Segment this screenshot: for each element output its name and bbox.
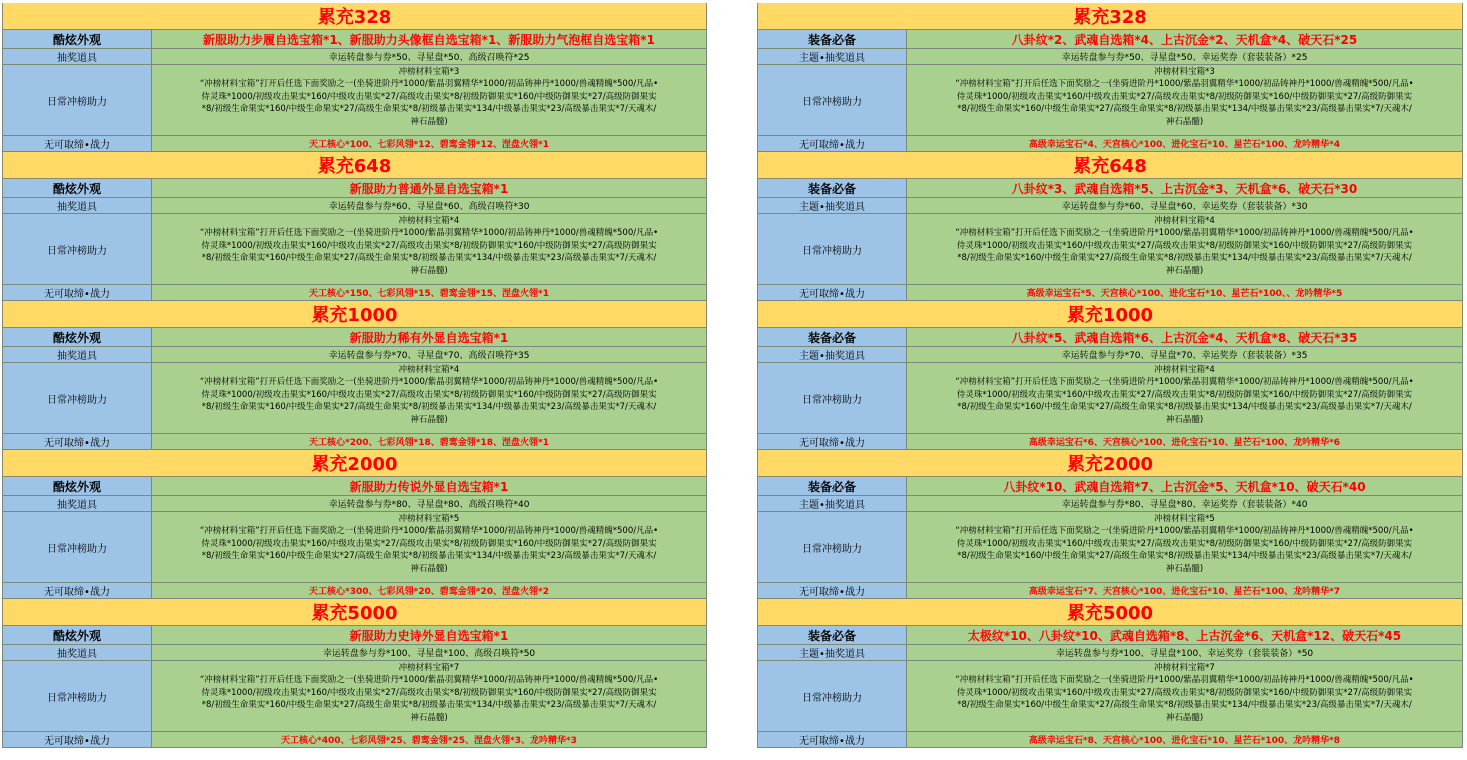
row-label: 无可取缔•战力 (2, 434, 152, 449)
reward-tier-block (2, 152, 707, 301)
row-label: 抽奖道具 (2, 496, 152, 511)
daily-boost-line: “冲榜材料宝箱”打开后任选下面奖励之一(坐骑进阶丹*1000/紫晶羽翼精华*1000/初品铸神丹*1000/兽魂精魄*500/凡品• (199, 377, 659, 388)
daily-boost-line: *8/初级生命果实*160/中级生命果实*27/高级生命果实*8/初级暴击果实*134/中级暴击果实*23/高级暴击果实*7/天魂木/ (957, 253, 1412, 264)
row-label: 抽奖道具 (2, 645, 152, 660)
row-value: 高级幸运宝石*5、天宫核心*100、进化宝石*10、星芒石*100、、龙吟精华*5 (907, 285, 1463, 300)
tier-title-row (2, 450, 707, 477)
reward-tier-block (2, 599, 707, 748)
reward-tier-block (757, 450, 1463, 599)
daily-boost-line: 冲榜材料宝箱*7 (398, 663, 460, 673)
appearance-row (2, 477, 707, 496)
daily-boost-line: *8/初级生命果实*160/中级生命果实*27/高级生命果实*8/初级暴击果实*134/中级暴击果实*23/高级暴击果实*7/天魂木/ (957, 551, 1412, 562)
tier-title-row (757, 152, 1463, 179)
daily-boost-line: 冲榜材料宝箱*4 (1154, 216, 1215, 226)
daily-boost-line: 神石晶髓) (410, 563, 448, 574)
combat-power-row (2, 583, 707, 599)
reward-tier-block (2, 301, 707, 450)
row-label: 日常冲榜助力 (2, 363, 152, 433)
row-label: 主题•抽奖道具 (757, 198, 907, 213)
row-value: 新服助力传说外显自选宝箱*1 (152, 477, 707, 495)
daily-boost-line: 冲榜材料宝箱*5 (1154, 514, 1215, 524)
right-reward-table (757, 3, 1463, 748)
daily-boost-text (152, 65, 707, 135)
daily-boost-line: 冲榜材料宝箱*4 (398, 365, 460, 375)
daily-boost-line: 侍灵珠*1000/初级攻击果实*160/中级攻击果实*27/高级攻击果实*8/初级防御果实*160/中级防御果实*27/高级防御果实 (201, 240, 657, 251)
lottery-row (2, 49, 707, 65)
row-label: 抽奖道具 (2, 49, 152, 64)
left-reward-table (2, 3, 707, 748)
appearance-row (757, 477, 1463, 496)
daily-boost-line: 冲榜材料宝箱*4 (1154, 365, 1215, 375)
daily-boost-line: “冲榜材料宝箱”打开后任选下面奖励之一(坐骑进阶丹*1000/紫晶羽翼精华*1000/初品铸神丹*1000/兽魂精魄*500/凡品• (955, 228, 1414, 239)
appearance-row (757, 626, 1463, 645)
daily-boost-text (907, 65, 1463, 135)
tier-title-row (757, 599, 1463, 626)
daily-boost-line: “冲榜材料宝箱”打开后任选下面奖励之一(坐骑进阶丹*1000/紫晶羽翼精华*1000/初品铸神丹*1000/兽魂精魄*500/凡品• (199, 79, 659, 90)
row-label: 主题•抽奖道具 (757, 496, 907, 511)
row-value: 八卦纹*3、武魂自选箱*5、上古沉金*3、天机盒*6、破天石*30 (907, 179, 1463, 197)
combat-power-row (757, 583, 1463, 599)
daily-boost-line: 侍灵珠*1000/初级攻击果实*160/中级攻击果实*27/高级攻击果实*8/初级防御果实*160/中级防御果实*27/高级防御果实 (956, 240, 1413, 251)
lottery-row (757, 198, 1463, 214)
row-label: 主题•抽奖道具 (757, 347, 907, 362)
appearance-row (2, 30, 707, 49)
row-value: 高级幸运宝石*8、天宫核心*100、进化宝石*10、星芒石*100、龙吟精华*8 (907, 732, 1463, 747)
lottery-row (757, 49, 1463, 65)
tier-title: 累充2000 (311, 454, 398, 475)
row-value: 天工核心*100、七彩风翎*12、碧鸾金翎*12、涅盘火翎*1 (152, 136, 707, 151)
daily-boost-line: 神石晶髓) (410, 414, 448, 425)
row-label: 日常冲榜助力 (2, 512, 152, 582)
daily-boost-row (757, 214, 1463, 285)
daily-boost-line: 冲榜材料宝箱*4 (398, 216, 460, 226)
row-label: 酷炫外观 (2, 328, 152, 346)
tier-title-row (757, 3, 1463, 30)
daily-boost-text (907, 661, 1463, 731)
reward-tier-block (757, 3, 1463, 152)
lottery-row (2, 347, 707, 363)
row-value: 天工核心*400、七彩风翎*25、碧鸾金翎*25、涅盘火翎*3、龙吟精华*3 (152, 732, 707, 747)
daily-boost-row (757, 363, 1463, 434)
daily-boost-text (907, 512, 1463, 582)
reward-tier-block (757, 301, 1463, 450)
row-value: 八卦纹*10、武魂自选箱*7、上古沉金*5、天机盒*10、破天石*40 (907, 477, 1463, 495)
row-label: 装备必备 (757, 30, 907, 48)
row-value: 新服助力步履自选宝箱*1、新服助力头像框自选宝箱*1、新服助力气泡框自选宝箱*1 (152, 30, 707, 48)
combat-power-row (2, 732, 707, 748)
tier-title: 累充1000 (1066, 305, 1154, 326)
daily-boost-line: 冲榜材料宝箱*7 (1154, 663, 1215, 673)
daily-boost-line: *8/初级生命果实*160/中级生命果实*27/高级生命果实*8/初级暴击果实*134/中级暴击果实*23/高级暴击果实*7/天魂木/ (201, 253, 657, 264)
row-value: 幸运转盘参与券*70、寻星盘*70、高级召唤符*35 (152, 347, 707, 362)
row-label: 日常冲榜助力 (2, 65, 152, 135)
row-value: 幸运转盘参与券*80、寻星盘*80、幸运奖券（套装装备）*40 (907, 496, 1463, 511)
row-value: 幸运转盘参与券*60、寻星盘*60、高级召唤符*30 (152, 198, 707, 213)
daily-boost-row (2, 214, 707, 285)
row-value: 八卦纹*5、武魂自选箱*6、上古沉金*4、天机盒*8、破天石*35 (907, 328, 1463, 346)
appearance-row (2, 328, 707, 347)
row-value: 高级幸运宝石*6、天宫核心*100、进化宝石*10、星芒石*100、龙吟精华*6 (907, 434, 1463, 449)
daily-boost-line: 侍灵珠*1000/初级攻击果实*160/中级攻击果实*27/高级攻击果实*8/初级防御果实*160/中级防御果实*27/高级防御果实 (201, 91, 657, 102)
daily-boost-line: 神石晶髓) (1165, 563, 1204, 574)
tier-title: 累充328 (1073, 7, 1147, 28)
reward-tier-block (757, 599, 1463, 748)
row-label: 酷炫外观 (2, 179, 152, 197)
daily-boost-row (757, 512, 1463, 583)
row-label: 日常冲榜助力 (757, 661, 907, 731)
row-value: 幸运转盘参与券*100、寻星盘*100、幸运奖券（套装装备）*50 (907, 645, 1463, 660)
row-value: 高级幸运宝石*4、天宫核心*100、进化宝石*10、星芒石*100、龙吟精华*4 (907, 136, 1463, 151)
tier-title: 累充648 (317, 156, 392, 177)
row-label: 装备必备 (757, 328, 907, 346)
row-value: 高级幸运宝石*7、天宫核心*100、进化宝石*10、星芒石*100、龙吟精华*7 (907, 583, 1463, 598)
row-label: 主题•抽奖道具 (757, 645, 907, 660)
row-label: 抽奖道具 (2, 347, 152, 362)
daily-boost-row (2, 65, 707, 136)
row-label: 无可取缔•战力 (2, 583, 152, 598)
appearance-row (757, 328, 1463, 347)
daily-boost-text (907, 363, 1463, 433)
daily-boost-line: 神石晶髓) (410, 116, 448, 127)
daily-boost-line: 侍灵珠*1000/初级攻击果实*160/中级攻击果实*27/高级攻击果实*8/初级防御果实*160/中级防御果实*27/高级防御果实 (956, 389, 1413, 400)
row-label: 装备必备 (757, 477, 907, 495)
daily-boost-line: *8/初级生命果实*160/中级生命果实*27/高级生命果实*8/初级暴击果实*134/中级暴击果实*23/高级暴击果实*7/天魂木/ (201, 104, 657, 115)
daily-boost-line: 神石晶髓) (1165, 116, 1204, 127)
appearance-row (757, 30, 1463, 49)
tier-title: 累充648 (1073, 156, 1147, 177)
row-value: 幸运转盘参与券*70、寻星盘*70、幸运奖券（套装装备）*35 (907, 347, 1463, 362)
row-label: 酷炫外观 (2, 477, 152, 495)
tier-title-row (2, 599, 707, 626)
daily-boost-line: “冲榜材料宝箱”打开后任选下面奖励之一(坐骑进阶丹*1000/紫晶羽翼精华*1000/初品铸神丹*1000/兽魂精魄*500/凡品• (955, 526, 1414, 537)
combat-power-row (757, 136, 1463, 152)
tier-title-row (757, 301, 1463, 328)
daily-boost-line: 侍灵珠*1000/初级攻击果实*160/中级攻击果实*27/高级攻击果实*8/初级防御果实*160/中级防御果实*27/高级防御果实 (956, 91, 1413, 102)
daily-boost-line: 神石晶髓) (1165, 414, 1204, 425)
daily-boost-line: *8/初级生命果实*160/中级生命果实*27/高级生命果实*8/初级暴击果实*134/中级暴击果实*23/高级暴击果实*7/天魂木/ (201, 551, 657, 562)
combat-power-row (757, 434, 1463, 450)
row-label: 日常冲榜助力 (2, 214, 152, 284)
reward-tier-block (2, 450, 707, 599)
daily-boost-line: *8/初级生命果实*160/中级生命果实*27/高级生命果实*8/初级暴击果实*134/中级暴击果实*23/高级暴击果实*7/天魂木/ (957, 104, 1412, 115)
daily-boost-text (152, 512, 707, 582)
row-label: 装备必备 (757, 179, 907, 197)
tier-title: 累充328 (317, 7, 392, 28)
tier-title-row (2, 3, 707, 30)
daily-boost-line: “冲榜材料宝箱”打开后任选下面奖励之一(坐骑进阶丹*1000/紫晶羽翼精华*1000/初品铸神丹*1000/兽魂精魄*500/凡品• (955, 79, 1414, 90)
appearance-row (2, 626, 707, 645)
row-label: 无可取缔•战力 (757, 732, 907, 747)
daily-boost-line: 冲榜材料宝箱*3 (398, 67, 460, 77)
daily-boost-text (152, 363, 707, 433)
row-label: 装备必备 (757, 626, 907, 644)
daily-boost-line: 冲榜材料宝箱*3 (1154, 67, 1215, 77)
combat-power-row (2, 285, 707, 301)
row-value: 幸运转盘参与券*50、寻星盘*50、高级召唤符*25 (152, 49, 707, 64)
row-label: 无可取缔•战力 (2, 732, 152, 747)
row-value: 新服助力稀有外显自选宝箱*1 (152, 328, 707, 346)
daily-boost-line: 神石晶髓) (1165, 265, 1204, 276)
combat-power-row (757, 732, 1463, 748)
row-label: 无可取缔•战力 (757, 136, 907, 151)
daily-boost-row (2, 363, 707, 434)
daily-boost-line: 侍灵珠*1000/初级攻击果实*160/中级攻击果实*27/高级攻击果实*8/初级防御果实*160/中级防御果实*27/高级防御果实 (956, 687, 1413, 698)
row-label: 日常冲榜助力 (757, 65, 907, 135)
row-value: 幸运转盘参与券*100、寻星盘*100、高级召唤符*50 (152, 645, 707, 660)
tier-title: 累充2000 (1066, 454, 1154, 475)
row-value: 新服助力普通外显自选宝箱*1 (152, 179, 707, 197)
combat-power-row (2, 136, 707, 152)
daily-boost-line: *8/初级生命果实*160/中级生命果实*27/高级生命果实*8/初级暴击果实*134/中级暴击果实*23/高级暴击果实*7/天魂木/ (957, 700, 1412, 711)
daily-boost-line: 侍灵珠*1000/初级攻击果实*160/中级攻击果实*27/高级攻击果实*8/初级防御果实*160/中级防御果实*27/高级防御果实 (201, 389, 657, 400)
row-label: 无可取缔•战力 (757, 285, 907, 300)
daily-boost-text (907, 214, 1463, 284)
daily-boost-line: “冲榜材料宝箱”打开后任选下面奖励之一(坐骑进阶丹*1000/紫晶羽翼精华*1000/初品铸神丹*1000/兽魂精魄*500/凡品• (955, 377, 1414, 388)
row-label: 日常冲榜助力 (2, 661, 152, 731)
row-label: 无可取缔•战力 (757, 583, 907, 598)
row-value: 天工核心*300、七彩风翎*20、碧鸾金翎*20、涅盘火翎*2 (152, 583, 707, 598)
row-label: 主题•抽奖道具 (757, 49, 907, 64)
reward-tier-block (757, 152, 1463, 301)
row-label: 无可取缔•战力 (757, 434, 907, 449)
daily-boost-line: 神石晶髓) (1165, 712, 1204, 723)
tier-title: 累充5000 (1066, 603, 1154, 624)
row-value: 幸运转盘参与券*80、寻星盘*80、高级召唤符*40 (152, 496, 707, 511)
lottery-row (2, 645, 707, 661)
combat-power-row (2, 434, 707, 450)
row-value: 天工核心*150、七彩风翎*15、碧鸾金翎*15、涅盘火翎*1 (152, 285, 707, 300)
row-value: 幸运转盘参与券*60、寻星盘*60、幸运奖券（套装装备）*30 (907, 198, 1463, 213)
daily-boost-line: *8/初级生命果实*160/中级生命果实*27/高级生命果实*8/初级暴击果实*134/中级暴击果实*23/高级暴击果实*7/天魂木/ (201, 700, 657, 711)
lottery-row (757, 645, 1463, 661)
daily-boost-row (757, 65, 1463, 136)
row-label: 抽奖道具 (2, 198, 152, 213)
daily-boost-line: “冲榜材料宝箱”打开后任选下面奖励之一(坐骑进阶丹*1000/紫晶羽翼精华*1000/初品铸神丹*1000/兽魂精魄*500/凡品• (199, 675, 659, 686)
row-label: 无可取缔•战力 (2, 136, 152, 151)
row-value: 幸运转盘参与券*50、寻星盘*50、幸运奖券（套装装备）*25 (907, 49, 1463, 64)
daily-boost-line: 神石晶髓) (410, 712, 448, 723)
daily-boost-row (2, 661, 707, 732)
daily-boost-row (757, 661, 1463, 732)
daily-boost-line: “冲榜材料宝箱”打开后任选下面奖励之一(坐骑进阶丹*1000/紫晶羽翼精华*1000/初品铸神丹*1000/兽魂精魄*500/凡品• (199, 228, 659, 239)
tier-title: 累充5000 (311, 603, 398, 624)
tier-title-row (2, 152, 707, 179)
daily-boost-text (152, 661, 707, 731)
daily-boost-line: “冲榜材料宝箱”打开后任选下面奖励之一(坐骑进阶丹*1000/紫晶羽翼精华*1000/初品铸神丹*1000/兽魂精魄*500/凡品• (955, 675, 1414, 686)
row-value: 八卦纹*2、武魂自选箱*4、上古沉金*2、天机盒*4、破天石*25 (907, 30, 1463, 48)
daily-boost-line: 侍灵珠*1000/初级攻击果实*160/中级攻击果实*27/高级攻击果实*8/初级防御果实*160/中级防御果实*27/高级防御果实 (201, 538, 657, 549)
tier-title-row (757, 450, 1463, 477)
daily-boost-line: *8/初级生命果实*160/中级生命果实*27/高级生命果实*8/初级暴击果实*134/中级暴击果实*23/高级暴击果实*7/天魂木/ (201, 402, 657, 413)
daily-boost-line: 冲榜材料宝箱*5 (398, 514, 460, 524)
row-label: 日常冲榜助力 (757, 214, 907, 284)
daily-boost-line: 神石晶髓) (410, 265, 448, 276)
row-value: 新服助力史诗外显自选宝箱*1 (152, 626, 707, 644)
daily-boost-row (2, 512, 707, 583)
daily-boost-line: “冲榜材料宝箱”打开后任选下面奖励之一(坐骑进阶丹*1000/紫晶羽翼精华*1000/初品铸神丹*1000/兽魂精魄*500/凡品• (199, 526, 659, 537)
row-label: 日常冲榜助力 (757, 363, 907, 433)
row-label: 无可取缔•战力 (2, 285, 152, 300)
row-value: 太极纹*10、八卦纹*10、武魂自选箱*8、上古沉金*6、天机盒*12、破天石*45 (907, 626, 1463, 644)
daily-boost-text (152, 214, 707, 284)
lottery-row (757, 496, 1463, 512)
lottery-row (2, 198, 707, 214)
tier-title: 累充1000 (311, 305, 398, 326)
daily-boost-line: 侍灵珠*1000/初级攻击果实*160/中级攻击果实*27/高级攻击果实*8/初级防御果实*160/中级防御果实*27/高级防御果实 (201, 687, 657, 698)
appearance-row (757, 179, 1463, 198)
row-label: 日常冲榜助力 (757, 512, 907, 582)
combat-power-row (757, 285, 1463, 301)
appearance-row (2, 179, 707, 198)
row-label: 酷炫外观 (2, 30, 152, 48)
lottery-row (2, 496, 707, 512)
lottery-row (757, 347, 1463, 363)
reward-tier-block (2, 3, 707, 152)
row-value: 天工核心*200、七彩风翎*18、碧鸾金翎*18、涅盘火翎*1 (152, 434, 707, 449)
daily-boost-line: *8/初级生命果实*160/中级生命果实*27/高级生命果实*8/初级暴击果实*134/中级暴击果实*23/高级暴击果实*7/天魂木/ (957, 402, 1412, 413)
tier-title-row (2, 301, 707, 328)
row-label: 酷炫外观 (2, 626, 152, 644)
daily-boost-line: 侍灵珠*1000/初级攻击果实*160/中级攻击果实*27/高级攻击果实*8/初级防御果实*160/中级防御果实*27/高级防御果实 (956, 538, 1413, 549)
